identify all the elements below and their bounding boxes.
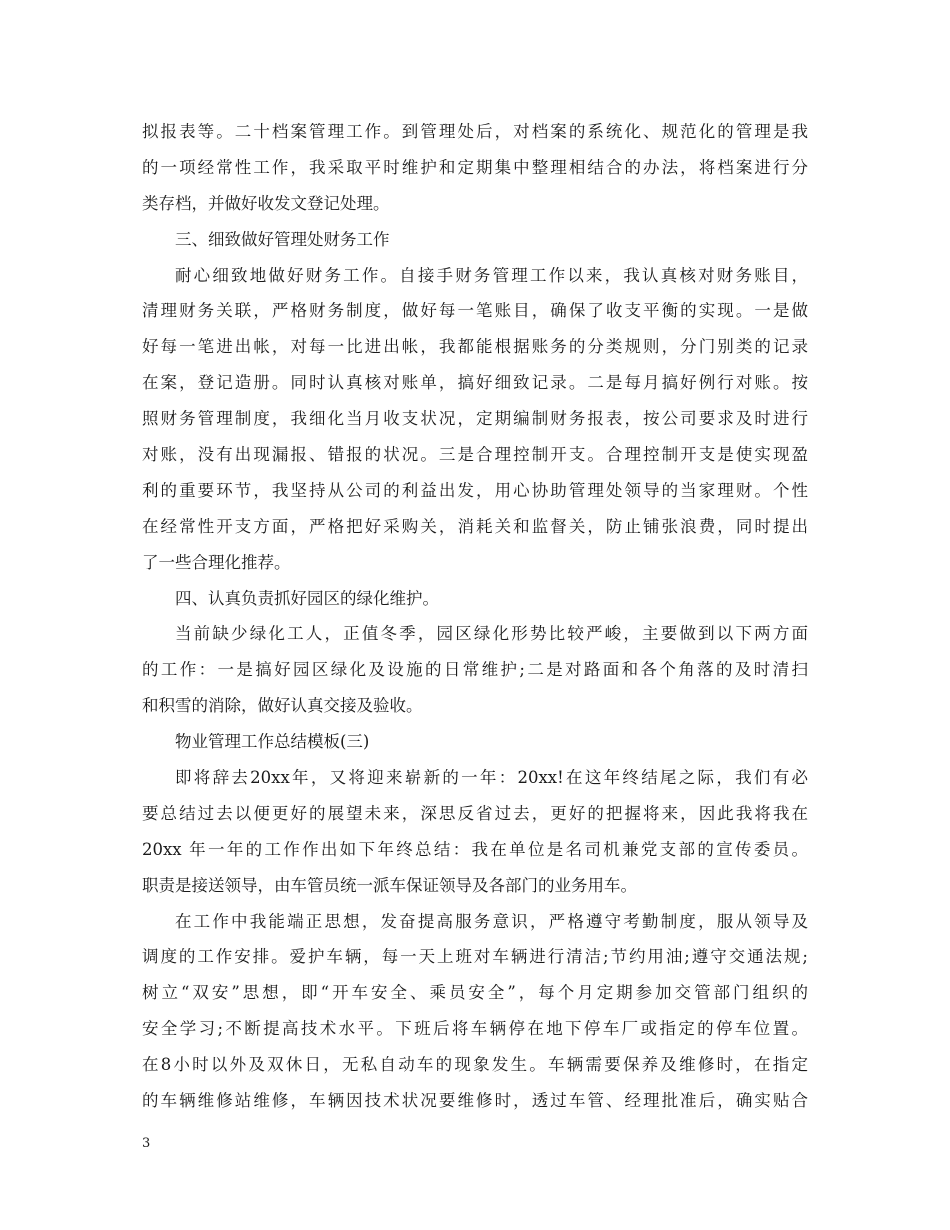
text-line: 的一项经常性工作，我采取平时维护和定期集中整理相结合的办法，将档案进行分: [142, 157, 808, 177]
text-line: 照财务管理制度，我细化当月收支状况，定期编制财务报表，按公司要求及时进行: [142, 409, 808, 429]
text-line: 的工作：一是搞好园区绿化及设施的日常维护;二是对路面和各个角落的及时清扫: [142, 660, 808, 680]
text-line: 20xx 年一年的工作作出如下年终总结：我在单位是名司机兼党支部的宣传委员。: [142, 839, 808, 859]
text-line: 三、细致做好管理处财务工作: [175, 229, 390, 249]
text-line: 好每一笔进出帐，对每一比进出帐，我都能根据账务的分类规则，分门别类的记录: [142, 337, 808, 357]
text-line: 职责是接送领导，由车管员统一派车保证领导及各部门的业务用车。: [142, 875, 637, 895]
document-body: [142, 114, 808, 1119]
text-line: 的车辆维修站维修，车辆因技术状况要维修时，透过车管、经理批准后，确实贴合: [142, 1091, 808, 1111]
text-line: 利的重要环节，我坚持从公司的利益出发，用心协助管理处领导的当家理财。个性: [142, 480, 808, 500]
text-line: 物业管理工作总结模板(三): [175, 732, 370, 752]
text-line: 树立“双安”思想，即“开车安全、乘员安全”，每个月定期参加交管部门组织的: [142, 983, 808, 1003]
text-line: 调度的工作安排。爱护车辆，每一天上班对车辆进行清洁;节约用油;遵守交通法规;: [142, 947, 808, 967]
text-line: 清理财务关联，严格财务制度，做好每一笔账目，确保了收支平衡的实现。一是做: [142, 301, 808, 321]
text-line: 在8小时以外及双休日，无私自动车的现象发生。车辆需要保养及维修时，在指定: [142, 1055, 808, 1075]
text-line: 即将辞去20xx年，又将迎来崭新的一年：20xx!在这年终结尾之际，我们有必: [175, 768, 808, 788]
text-line: 当前缺少绿化工人，正值冬季，园区绿化形势比较严峻，主要做到以下两方面: [175, 624, 808, 644]
text-line: 和积雪的消除，做好认真交接及验收。: [142, 696, 423, 716]
text-line: 在案，登记造册。同时认真核对账单，搞好细致记录。二是每月搞好例行对账。按: [142, 373, 808, 393]
page-number: 3: [142, 1136, 151, 1151]
text-line: 了一些合理化推荐。: [142, 552, 291, 572]
text-line: 要总结过去以便更好的展望未来，深思反省过去，更好的把握将来，因此我将我在: [142, 803, 808, 823]
text-line: 在经常性开支方面，严格把好采购关，消耗关和监督关，防止铺张浪费，同时提出: [142, 516, 808, 536]
text-line: 耐心细致地做好财务工作。自接手财务管理工作以来，我认真核对财务账目，: [175, 265, 808, 285]
text-line: 安全学习;不断提高技术水平。下班后将车辆停在地下停车厂或指定的停车位置。: [142, 1019, 808, 1039]
text-line: 四、认真负责抓好园区的绿化维护。: [175, 588, 439, 608]
text-line: 对账，没有出现漏报、错报的状况。三是合理控制开支。合理控制开支是使实现盈: [142, 445, 808, 465]
text-line: 类存档，并做好收发文登记处理。: [142, 193, 390, 213]
text-line: 拟报表等。二十档案管理工作。到管理处后，对档案的系统化、规范化的管理是我: [142, 122, 808, 141]
text-line: 在工作中我能端正思想，发奋提高服务意识，严格遵守考勤制度，服从领导及: [175, 911, 808, 931]
